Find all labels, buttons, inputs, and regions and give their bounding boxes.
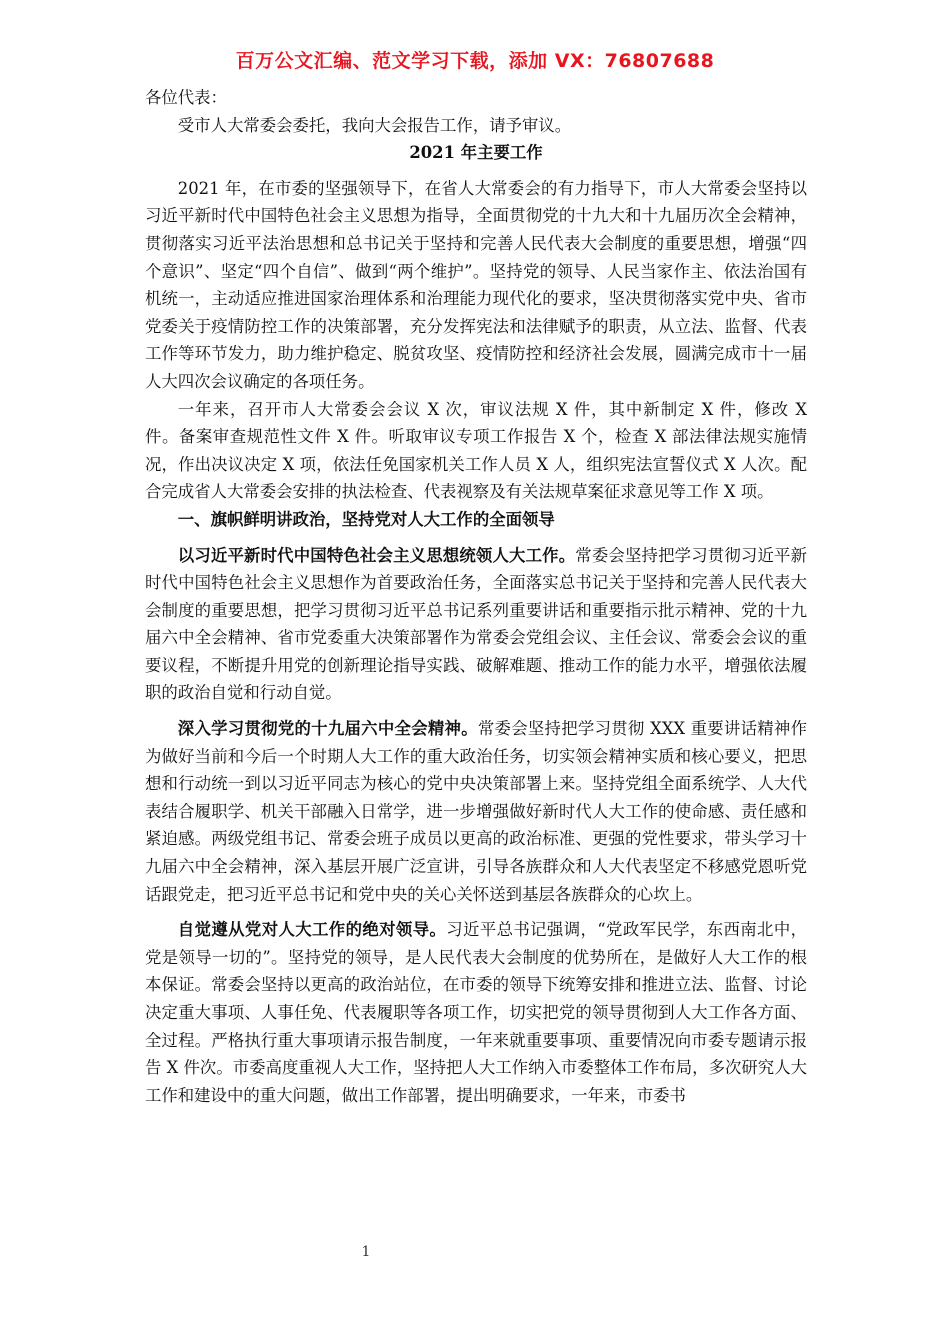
section-title: 2021 年主要工作	[409, 143, 543, 163]
intro-paragraph: 受市人大常委会委托，我向大会报告工作，请予审议。	[177, 115, 572, 135]
paragraph-lead: 以习近平新时代中国特色社会主义思想统领人大工作。	[177, 545, 576, 565]
watermark-banner: 百万公文汇编、范文学习下载，添加 VX：76807688	[235, 50, 715, 72]
section-heading-1: 一、旗帜鲜明讲政治，坚持党对人大工作的全面领导	[177, 509, 555, 529]
paragraph-overview: 2021 年，在市委的坚强领导下，在省人大常委会的有力指导下，市人大常委会坚持以习近平新时代中国特色社会主义思想为指导，全面贯彻党的十九大和十九届历次全会精神，贯彻落实习近平法治思想和总书记关于坚持和完善人民代表大会制度的重要思想，增强“四个意识”、坚定“四个自信”、做到“两个维护”。坚持党的领导、人民当家作主、依法治国有机统一，主动适应推进国家治理体系和治理能力现代化的要求，坚决贯彻落实党中央、省市党委关于疫情防控工作的决策部署，充分发挥宪法和法律赋予的职责，从立法、监督、代表工作等环节发力，助力维护稳定、脱贫攻坚、疫情防控和经济社会发展，圆满完成市十一届人大四次会议确定的各项任务。	[145, 178, 807, 391]
paragraph-body: 习近平总书记强调，“党政军民学，东西南北中，党是领导一切的”。坚持党的领导，是人民代表大会制度的优势所在，是做好人大工作的根本保证。常委会坚持以更高的政治站位，在市委的领导下统筹安排和推进立法、监督、讨论决定重大事项、人事任免、代表履职等各项工作，切实把党的领导贯彻到人大工作各方面、全过程。严格执行重大事项请示报告制度，一年来就重要事项、重要情况向市委专题请示报告 X 件次。市委高度重视人大工作，坚持把人大工作纳入市委整体工作布局，多次研究人大工作和建设中的重大问题，做出工作部署，提出明确要求，一年来，市委书	[145, 920, 807, 1105]
paragraph-statistics: 一年来，召开市人大常委会会议 X 次，审议法规 X 件，其中新制定 X 件，修改 X 件。备案审查规范性文件 X 件。听取审议专项工作报告 X 个，检查 X 部法律法规实施情况，作出决议决定 X 项，依法任免国家机关工作人员 X 人，组织宪法宣誓仪式 X 人次。配合完成省人大常委会安排的执法检查、代表视察及有关法规草案征求意见等工作 X 项。	[145, 399, 807, 502]
paragraph-body: 常委会坚持把学习贯彻习近平新时代中国特色社会主义思想作为首要政治任务，全面落实总书记关于坚持和完善人民代表大会制度的重要思想，把学习贯彻习近平总书记系列重要讲话和重要指示批示精神、党的十九届六中全会精神、省市党委重大决策部署作为常委会党组会议、主任会议、常委会会议的重要议程，不断提升用党的创新理论指导实践、破解难题、推动工作的能力水平，增强依法履职的政治自觉和行动自觉。	[145, 545, 807, 703]
page-number: 1	[361, 1244, 371, 1260]
paragraph-theory-leadership	[145, 542, 807, 708]
salutation: 各位代表：	[145, 88, 227, 107]
paragraph-lead: 深入学习贯彻党的十九届六中全会精神。	[177, 719, 478, 739]
paragraph-lead: 自觉遵从党对人大工作的绝对领导。	[177, 920, 447, 940]
document-body	[145, 84, 807, 1109]
paragraph-plenum-study	[145, 715, 807, 908]
paragraph-party-leadership	[145, 916, 807, 1109]
paragraph-body: 常委会坚持把学习贯彻 XXX 重要讲话精神作为做好当前和今后一个时期人大工作的重大政治任务，切实领会精神实质和核心要义，把思想和行动统一到以习近平同志为核心的党中央决策部署上来。坚持党组全面系统学、人大代表结合履职学、机关干部融入日常学，进一步增强做好新时代人大工作的使命感、责任感和紧迫感。两级党组书记、常委会班子成员以更高的政治标准、更强的党性要求，带头学习十九届六中全会精神，深入基层开展广泛宣讲，引导各族群众和人大代表坚定不移感党恩听党话跟党走，把习近平总书记和党中央的关心关怀送到基层各族群众的心坎上。	[145, 719, 807, 904]
